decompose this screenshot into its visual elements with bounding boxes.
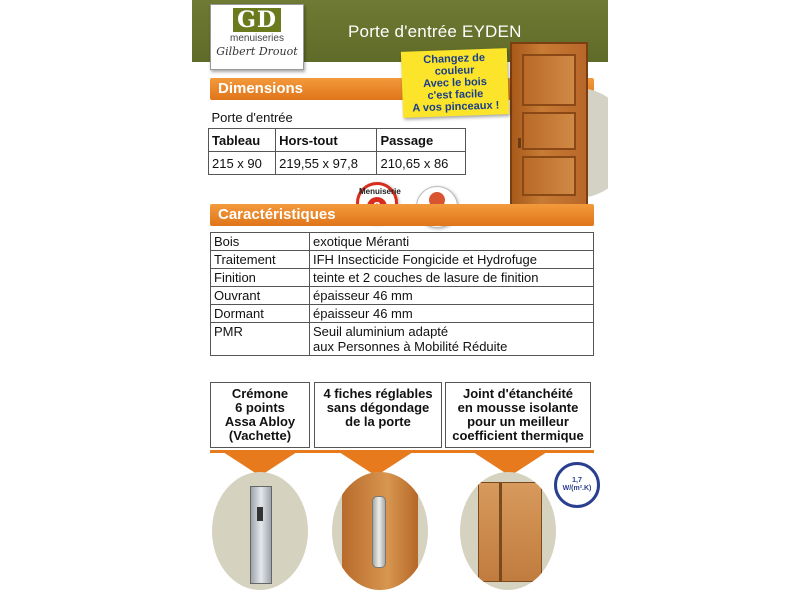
brand-logo [210,4,304,70]
characteristic-value: teinte et 2 couches de lasure de finition [310,269,594,287]
characteristics-section-bar [210,204,594,226]
logo-mark: GD [233,8,281,32]
dimensions-value-row [209,152,466,175]
characteristic-key: Ouvrant [211,287,310,305]
dimensions-value-cell: 210,65 x 86 [377,152,466,175]
thermal-badge [554,462,600,508]
hinge-photo [332,472,428,590]
dimensions-header-cell: Hors-tout [276,129,377,152]
guarantee-label: Menuiserie [359,187,401,196]
sticker-line: A vos pinceaux ! [412,99,500,115]
characteristic-value [310,323,594,356]
logo-line-2: Gilbert Drouot [216,45,298,58]
table-row [211,323,594,356]
feature-line: (Vachette) [228,428,292,443]
feature-line: de la porte [345,414,411,429]
table-row [211,251,594,269]
page-title: Porte d'entrée EYDEN [348,22,522,41]
feature-line: Joint d'étanchéité [463,386,573,401]
feature-box-lock [210,382,310,448]
characteristic-value-line: aux Personnes à Mobilité Réduite [313,339,508,354]
feature-line: coefficient thermique [452,428,584,443]
feature-line: 6 points [235,400,285,415]
door-lower-panel [522,156,576,196]
dimensions-header-cell: Tableau [209,129,276,152]
characteristic-key: Finition [211,269,310,287]
feature-box-hinges [314,382,442,448]
dimensions-value-cell: 219,55 x 97,8 [276,152,377,175]
frame-profile-icon [478,482,542,582]
table-row [211,269,594,287]
door-upper-panel [522,54,576,106]
sticker-line: couleur [434,64,475,78]
characteristic-value: épaisseur 46 mm [310,305,594,323]
feature-line: Assa Abloy [224,414,296,429]
product-sheet [192,0,608,600]
thermal-unit: W/(m².K) [562,485,592,492]
feature-line: Crémone [231,386,289,401]
door-handle-icon [518,138,521,148]
feature-line: en mousse isolante [457,400,579,415]
characteristic-value: exotique Méranti [310,233,594,251]
dimensions-table [208,106,466,175]
dimensions-section-title: Dimensions [218,80,304,97]
dimensions-caption-row [209,106,466,129]
table-row [211,287,594,305]
dimensions-value-cell: 215 x 90 [209,152,276,175]
characteristic-key: Traitement [211,251,310,269]
door-image [510,42,588,206]
characteristic-value: épaisseur 46 mm [310,287,594,305]
characteristic-key: Bois [211,233,310,251]
characteristics-section-title: Caractéristiques [218,206,336,223]
table-row [211,233,594,251]
dimensions-header-row [209,129,466,152]
lock-icon [250,486,272,584]
feature-line: sans dégondage [326,400,430,415]
logo-line-1: menuiseries [230,33,284,44]
door-middle-panel [522,112,576,150]
feature-line: 4 fiches réglables [323,386,433,401]
dimensions-caption: Porte d'entrée [209,106,466,129]
characteristic-key: PMR [211,323,310,356]
sticker-line: c'est facile [427,88,484,102]
characteristic-key: Dormant [211,305,310,323]
dimensions-header-cell: Passage [377,129,466,152]
sticker-line: Avec le bois [422,75,488,91]
characteristic-value: IFH Insecticide Fongicide et Hydrofuge [310,251,594,269]
hinge-icon [372,496,386,568]
table-row [211,305,594,323]
characteristic-value-line: Seuil aluminium adapté [313,324,449,339]
feature-box-seal [445,382,591,448]
profile-photo [460,472,556,590]
thermal-value: 1,7 [572,477,582,484]
sticker-line: Changez de [423,51,486,67]
lock-photo [212,472,308,590]
feature-line: pour un meilleur [467,414,569,429]
characteristics-table [210,232,594,356]
